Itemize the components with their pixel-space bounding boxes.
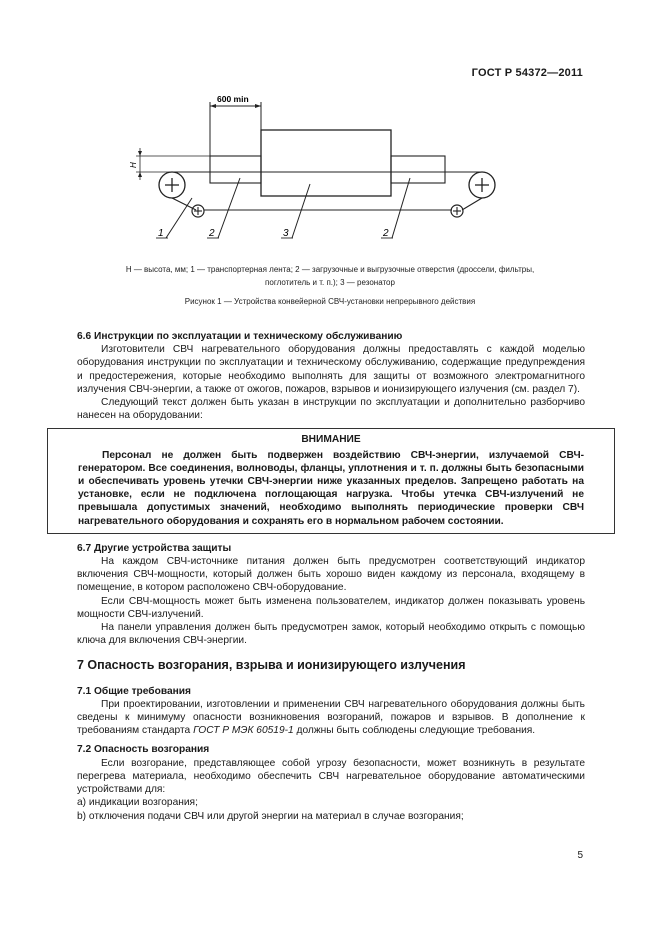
list-item-a: a) индикации возгорания; <box>77 797 198 809</box>
conveyor-diagram <box>120 88 550 258</box>
leader-3 <box>292 184 310 238</box>
document-id: ГОСТ Р 54372—2011 <box>471 67 583 79</box>
heading-7-2: 7.2 Опасность возгорания <box>77 744 210 756</box>
conveyor-figure <box>120 88 550 258</box>
heading-6-6: 6.6 Инструкции по эксплуатации и техническому обслуживанию <box>77 331 403 342</box>
warning-box <box>47 428 615 533</box>
dim-label: 600 min <box>217 94 249 104</box>
belt-lower-right <box>462 198 482 210</box>
legend-line-2: поглотитель и т. п.); 3 — резонатор <box>265 278 395 287</box>
figure-caption: Рисунок 1 — Устройства конвейерной СВЧ-установки непрерывного действия <box>184 297 476 306</box>
document-body <box>77 330 585 823</box>
dim-arrow-right <box>255 104 261 108</box>
resonator <box>261 130 391 196</box>
paragraph-7-2-1: Если возгорание, представляющее собой угрозу безопасности, может возникнуть в результате перегрева материала, необходимо обеспечить СВЧ нагревательное оборудование автоматическими устройствами для: <box>77 757 585 796</box>
heading-6-7: 6.7 Другие устройства защиты <box>77 542 232 554</box>
callout-3: 3 <box>283 228 289 239</box>
h-label: H <box>129 162 138 168</box>
inlet-tunnel <box>210 156 261 183</box>
warning-text: Персонал не должен быть подвержен воздействию СВЧ-энергии, излучаемой СВЧ-генератором. Все соединения, волноводы, фланцы, уплотнения и т. п. должны быть безопасными и обеспечивать уровень утечки СВЧ-энергии ниже указанных пределов. Запрещено работать на установке, если не подключена поглощающая нагрузка. Чтобы утечка СВЧ-излучений не превышала допустимых значений, необходимо выполнять периодические проверки СВЧ нагревательного оборудования и сохранять его в нормальном рабочем состоянии. <box>78 449 584 527</box>
paragraph-6-7-2: Если СВЧ-мощность может быть изменена пользователем, индикатор должен показывать уровень мощности СВЧ-излучений. <box>77 595 585 620</box>
list-item-b: b) отключения подачи СВЧ или другой энергии на материал в случае возгорания; <box>77 810 464 822</box>
callout-2-right: 2 <box>383 228 389 239</box>
paragraph-6-7-1: На каждом СВЧ-источнике питания должен быть предусмотрен соответствующий индикатор включения СВЧ-мощности, который должен быть хорошо виден каждому из персонала, входящему в помещение, в котором расположено СВЧ-оборудование. <box>77 556 585 594</box>
dim-arrow-left <box>210 104 216 108</box>
leader-1 <box>166 198 192 238</box>
paragraph-6-6-2: Следующий текст должен быть указан в инструкции по эксплуатации и дополнительно разборчиво нанесен на оборудовании: <box>77 397 585 422</box>
heading-7: 7 Опасность возгорания, взрыва и ионизирующего излучения <box>77 658 466 673</box>
paragraph-6-7-3: На панели управления должен быть предусмотрен замок, который необходимо открыть с помощью ключа для включения СВЧ-энергии. <box>77 622 585 647</box>
standard-reference: ГОСТ Р МЭК 60519-1 <box>193 725 294 737</box>
heading-7-1: 7.1 Общие требования <box>77 685 191 697</box>
callout-1: 1 <box>158 228 164 239</box>
paragraph-7-1-1-end: должны быть соблюдены следующие требования. <box>293 725 536 737</box>
page-number: 5 <box>577 850 583 861</box>
h-arrow-bottom <box>138 172 142 177</box>
callout-2-left: 2 <box>209 228 215 239</box>
warning-title: ВНИМАНИЕ <box>301 434 361 446</box>
legend-line-1: H — высота, мм; 1 — транспортерная лента; 2 — загрузочные и выгрузочные отверстия (дроссели, фильтры, <box>125 265 535 274</box>
paragraph-7-1-1-start: При проектировании, изготовлении и применении СВЧ нагревательного оборудования должны быть сведены к минимуму опасности возникновения возгораний, пожаров и взрывов. В дополнение к требованиям стандарта <box>77 698 585 737</box>
paragraph-7-1-1 <box>77 698 585 738</box>
outlet-tunnel <box>391 156 445 183</box>
paragraph-6-6-1: Изготовители СВЧ нагревательного оборудования должны предоставлять с каждой моделью оборудования инструкции по эксплуатации и техническому обслуживанию, содержащие предупреждения и предостережения, которые необходимо выполнять для защиты от возможного электромагнитного излучения СВЧ-энергии, а также от ожогов, пожаров, взрывов и ионизирующего излучения (см. раздел 7). <box>77 344 585 395</box>
leader-2-right <box>392 178 410 238</box>
h-arrow-top <box>138 151 142 156</box>
leader-2-left <box>218 178 240 238</box>
figure-legend <box>80 263 580 289</box>
